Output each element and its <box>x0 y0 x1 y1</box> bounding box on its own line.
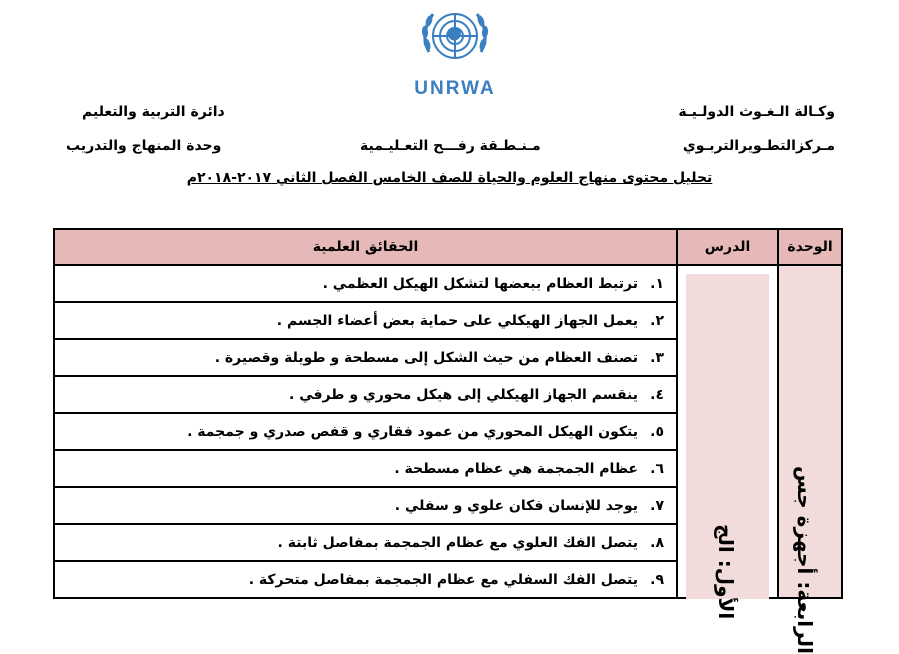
fact-number: ٤. <box>650 386 664 403</box>
header-left-line2: وحدة المنهاج والتدريب <box>66 138 222 154</box>
fact-cell-4 <box>54 376 677 413</box>
header-center: مـنـطـقة رفـــح التعـليـمية <box>360 138 541 154</box>
lesson-text: الأول: الج <box>714 524 738 620</box>
table-row <box>54 265 842 302</box>
col-facts-header: الحقائق العلمية <box>54 229 677 265</box>
unit-cell <box>778 265 842 654</box>
fact-text: عظام الجمجمة هي عظام مسطحة . <box>394 460 638 477</box>
col-lesson-header: الدرس <box>677 229 778 265</box>
fact-number: ٣. <box>650 349 664 366</box>
header-right-line2: مـركزالتطـويرالتربـوي <box>682 138 835 154</box>
unit-text: الرابعة: أجهزة جس <box>793 466 817 654</box>
col-unit-header: الوحدة <box>778 229 842 265</box>
fact-number: ٩. <box>650 571 664 588</box>
fact-text: يتصل الفك السفلي مع عظام الجمجمة بمفاصل متحركة . <box>248 571 638 588</box>
fact-number: ٦. <box>650 460 664 477</box>
fact-number: ٢. <box>650 312 664 329</box>
header-left-line1: دائرة التربية والتعليم <box>82 104 225 120</box>
fact-number: ٥. <box>650 423 664 440</box>
fact-cell-9 <box>54 561 677 598</box>
document-title <box>0 170 899 186</box>
fact-text: ترتبط العظام ببعضها لتشكل الهيكل العظمي . <box>322 275 638 292</box>
logo-text: UNRWA <box>414 78 496 99</box>
unrwa-logo <box>394 4 516 100</box>
lesson-cell <box>677 265 778 620</box>
fact-cell-1 <box>54 265 677 302</box>
fact-text: ينقسم الجهاز الهيكلي إلى هيكل محوري و طرفي . <box>289 386 638 403</box>
content-analysis-table <box>53 228 843 654</box>
fact-cell-5 <box>54 413 677 450</box>
fact-number: ٧. <box>650 497 664 514</box>
fact-text: يعمل الجهاز الهيكلي على حماية بعض أعضاء الجسم . <box>276 312 638 329</box>
header-right-line1: وكـالة الـغـوث الدولـيـة <box>678 104 835 120</box>
fact-text: يوجد للإنسان فكان علوي و سفلي . <box>394 497 638 514</box>
fact-cell-8 <box>54 524 677 561</box>
fact-number: ١. <box>650 275 664 292</box>
fact-cell-6 <box>54 450 677 487</box>
document-title-text: تحليل محتوى منهاج العلوم والحياة للصف الخامس الفصل الثاني ٢٠١٧-٢٠١٨م <box>186 170 713 186</box>
un-emblem-icon <box>415 4 495 76</box>
fact-text: تصنف العظام من حيث الشكل إلى مسطحة و طويلة وقصيرة . <box>214 349 638 366</box>
fact-text: يتكون الهيكل المحوري من عمود فقاري و قفص صدري و جمجمة . <box>187 423 638 440</box>
fact-cell-3 <box>54 339 677 376</box>
fact-cell-2 <box>54 302 677 339</box>
fact-number: ٨. <box>650 534 664 551</box>
fact-cell-7 <box>54 487 677 524</box>
table-header-row <box>54 229 842 265</box>
fact-text: يتصل الفك العلوي مع عظام الجمجمة بمفاصل ثابتة . <box>277 534 638 551</box>
